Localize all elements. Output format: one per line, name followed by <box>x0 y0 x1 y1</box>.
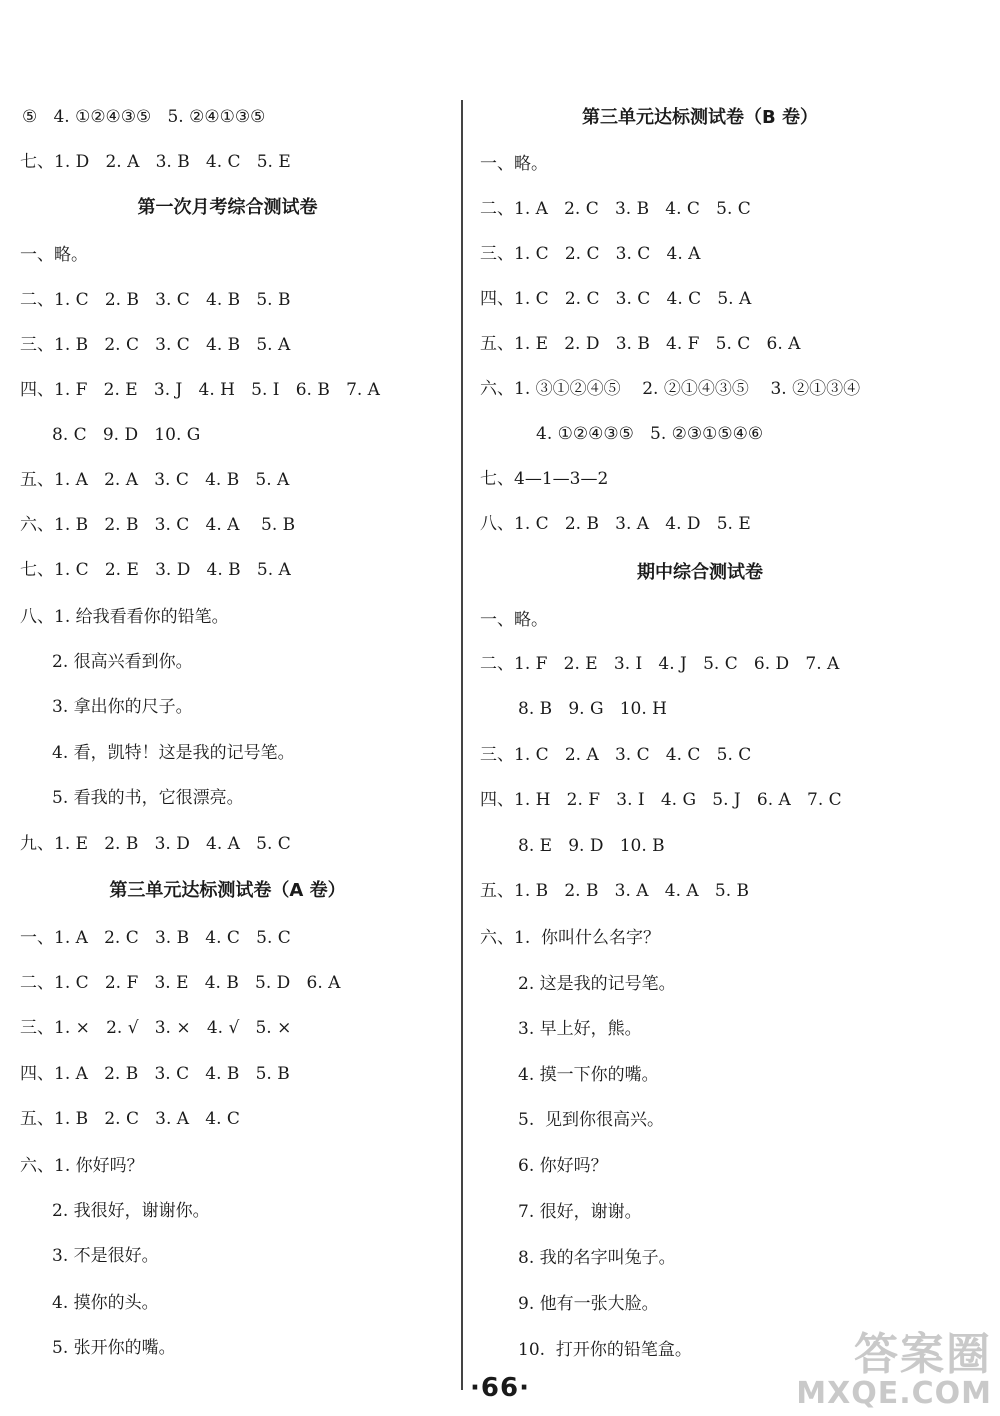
answer-line: 3. 早上好，熊。 <box>518 1019 642 1039</box>
answer-line: 五、1. B 2. B 3. A 4. A 5. B <box>480 881 749 901</box>
answer-line: 4. ①②④③⑤ 5. ②③①⑤④⑥ <box>536 424 764 444</box>
answer-line: 八、1. 给我看看你的铅笔。 <box>20 607 229 627</box>
answer-line: 2. 我很好，谢谢你。 <box>52 1201 210 1221</box>
answer-line: 三、1. C 2. C 3. C 4. A <box>480 244 701 264</box>
answer-line: 5. 看我的书，它很漂亮。 <box>52 788 244 808</box>
answer-line: 3. 不是很好。 <box>52 1246 159 1266</box>
answer-line: 5. 见到你很高兴。 <box>518 1110 665 1130</box>
answer-line: 2. 这是我的记号笔。 <box>518 974 676 994</box>
answer-line: 七、1. D 2. A 3. B 4. C 5. E <box>20 152 291 172</box>
answer-line: 6. 你好吗？ <box>518 1156 608 1176</box>
answer-line: 7. 很好，谢谢。 <box>518 1202 642 1222</box>
answer-line: 六、1. 你好吗？ <box>20 1156 144 1176</box>
answer-line: 9. 他有一张大脸。 <box>518 1294 659 1314</box>
answer-line: 四、1. A 2. B 3. C 4. B 5. B <box>20 1064 290 1084</box>
answer-line: 一、1. A 2. C 3. B 4. C 5. C <box>20 928 291 948</box>
answer-line: 一、略。 <box>480 154 548 174</box>
answer-line: 8. C 9. D 10. G <box>52 425 201 445</box>
answer-line: 二、1. F 2. E 3. I 4. J 5. C 6. D 7. A <box>480 654 840 674</box>
answer-line: 5. 张开你的嘴。 <box>52 1338 176 1358</box>
answer-line: 五、1. E 2. D 3. B 4. F 5. C 6. A <box>480 334 801 354</box>
answer-line: 八、1. C 2. B 3. A 4. D 5. E <box>480 514 751 534</box>
column-divider <box>461 100 463 1390</box>
answer-line: 4. 看，凯特！这是我的记号笔。 <box>52 743 295 763</box>
answer-line: 三、1. C 2. A 3. C 4. C 5. C <box>480 745 752 765</box>
section-heading: 第三单元达标测试卷（A 卷） <box>109 880 346 901</box>
section-heading: 期中综合测试卷 <box>637 562 763 583</box>
answer-line: 8. 我的名字叫兔子。 <box>518 1248 676 1268</box>
answer-line: 六、1. 你叫什么名字？ <box>480 928 661 948</box>
answer-line: 二、1. C 2. F 3. E 4. B 5. D 6. A <box>20 973 341 993</box>
answer-line: 2. 很高兴看到你。 <box>52 652 193 672</box>
answer-line: 四、1. H 2. F 3. I 4. G 5. J 6. A 7. C <box>480 790 842 810</box>
section-heading: 第一次月考综合测试卷 <box>137 197 318 218</box>
answer-line: 一、略。 <box>480 610 548 630</box>
answer-line: 一、略。 <box>20 245 88 265</box>
section-heading: 第三单元达标测试卷（B 卷） <box>582 107 818 128</box>
answer-line: 二、1. A 2. C 3. B 4. C 5. C <box>480 199 751 219</box>
answer-line: 8. E 9. D 10. B <box>518 836 665 856</box>
answer-line: 五、1. A 2. A 3. C 4. B 5. A <box>20 470 290 490</box>
answer-line: 8. B 9. G 10. H <box>518 699 668 719</box>
answer-line: 4. 摸一下你的嘴。 <box>518 1065 659 1085</box>
answer-line: 九、1. E 2. B 3. D 4. A 5. C <box>20 834 291 854</box>
page-number: ·66· <box>470 1373 530 1403</box>
answer-line: 3. 拿出你的尺子。 <box>52 697 193 717</box>
watermark-bottom: MXQE.COM <box>796 1376 992 1411</box>
answer-line: 四、1. C 2. C 3. C 4. C 5. A <box>480 289 752 309</box>
answer-line: 六、1. B 2. B 3. C 4. A 5. B <box>20 515 296 535</box>
answer-line: 七、1. C 2. E 3. D 4. B 5. A <box>20 560 291 580</box>
watermark-top: 答案圈 <box>854 1329 992 1380</box>
answer-line: 四、1. F 2. E 3. J 4. H 5. I 6. B 7. A <box>20 380 380 400</box>
answer-line: 4. 摸你的头。 <box>52 1293 159 1313</box>
answer-line: 三、1. × 2. √ 3. × 4. √ 5. × <box>20 1018 292 1038</box>
watermark-logo <box>796 1329 992 1411</box>
answer-line: 六、1. ③①②④⑤ 2. ②①④③⑤ 3. ②①③④ <box>480 379 861 399</box>
answer-line: 七、4—1—3—2 <box>480 469 609 489</box>
answer-line: 五、1. B 2. C 3. A 4. C <box>20 1109 240 1129</box>
answer-line: ⑤ 4. ①②④③⑤ 5. ②④①③⑤ <box>22 107 266 127</box>
answer-line: 三、1. B 2. C 3. C 4. B 5. A <box>20 335 291 355</box>
answer-line: 二、1. C 2. B 3. C 4. B 5. B <box>20 290 291 310</box>
answer-line: 10. 打开你的铅笔盒。 <box>518 1340 692 1360</box>
